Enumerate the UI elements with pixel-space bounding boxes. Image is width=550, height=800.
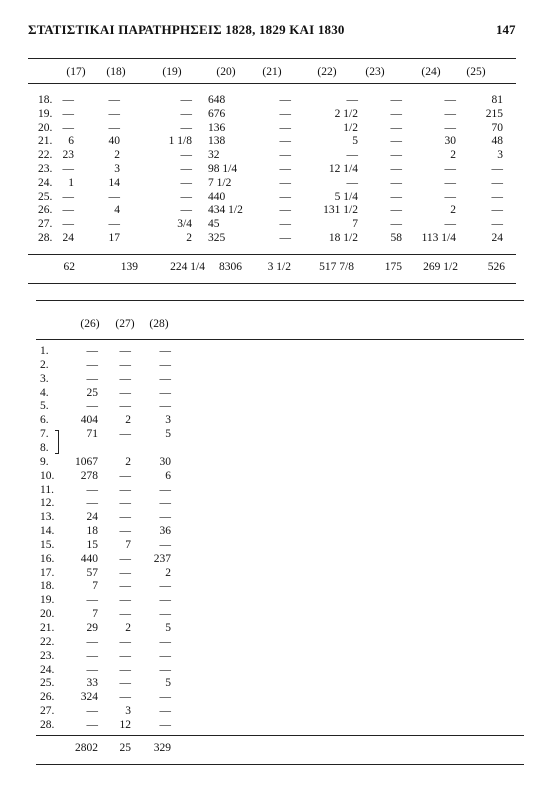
table-cell: — — [279, 94, 291, 106]
table-cell: — — [491, 204, 503, 217]
table-cell: 1 — [68, 176, 74, 189]
row-label: 21. — [38, 135, 53, 148]
row-label: 28. — [38, 232, 53, 244]
table-cell: 81 — [491, 94, 503, 106]
table-cell: 29 — [86, 622, 98, 634]
total-cell: 2802 — [75, 742, 98, 754]
table-cell: — — [86, 372, 98, 385]
table-cell: — — [390, 218, 402, 231]
table-cell: — — [159, 635, 171, 648]
column-header: (17) — [66, 66, 86, 78]
table-cell: 25 — [86, 386, 98, 399]
row-label: 18. — [38, 94, 53, 106]
table-cell: — — [119, 594, 131, 607]
table-cell: — — [159, 358, 171, 371]
table-cell: 58 — [390, 232, 402, 244]
total-cell: 139 — [120, 261, 138, 273]
row-label: 12. — [40, 497, 55, 510]
total-cell: 3 1/2 — [267, 261, 291, 273]
table-cell: — — [159, 538, 171, 551]
table-cell: 5 — [165, 677, 171, 690]
table-cell: 24 — [491, 232, 503, 244]
table-cell: — — [491, 176, 503, 189]
table-cell: — — [279, 176, 291, 189]
total-cell: 8306 — [219, 261, 242, 273]
table-cell: — — [119, 580, 131, 593]
table-cell: — — [119, 358, 131, 371]
row-label: 4. — [40, 386, 49, 399]
table-cell: — — [159, 691, 171, 704]
table-cell: — — [390, 190, 402, 203]
row-label: 15. — [40, 538, 55, 551]
table-cell: 7 — [92, 580, 98, 593]
row-label: 10. — [40, 469, 55, 482]
table-cell: — — [180, 163, 192, 175]
table-cell: — — [62, 94, 74, 106]
page-title: ΣΤΑΤΙΣΤΙΚΑΙ ΠΑΡΑΤΗΡΗΣΕΙΣ 1828, 1829 ΚΑΙ 1830 — [28, 22, 345, 37]
table-cell: 24 — [62, 232, 74, 244]
column-header: (26) — [80, 318, 100, 330]
table-cell: 5 — [165, 622, 171, 634]
table-cell: 324 — [80, 691, 98, 704]
table-bottom-rule — [28, 283, 516, 284]
table-cell: — — [119, 469, 131, 482]
table-cell: — — [108, 190, 120, 203]
row-label: 25. — [38, 190, 53, 203]
table-cell: — — [119, 511, 131, 524]
table-cell: 6 — [68, 135, 74, 148]
table-cell: 440 — [208, 190, 226, 203]
table-cell: 3 — [125, 705, 131, 718]
table-cell: — — [159, 497, 171, 510]
table-cell: — — [390, 94, 402, 106]
table-cell: 1067 — [75, 455, 98, 468]
table-cell: — — [159, 372, 171, 385]
table-cell: — — [119, 400, 131, 413]
table-cell: 136 — [208, 121, 226, 134]
total-cell: 269 1/2 — [423, 261, 458, 273]
table-cell: — — [279, 121, 291, 134]
table-cell: 440 — [80, 552, 98, 565]
table-cell: — — [390, 204, 402, 217]
table-cell: — — [86, 483, 98, 496]
table-cell: — — [180, 94, 192, 106]
row-label: 18. — [40, 580, 55, 593]
row-label: 26. — [40, 691, 55, 704]
table-cell: — — [159, 649, 171, 662]
header-rule — [36, 339, 524, 340]
table-cell: 40 — [108, 135, 120, 148]
table-cell: — — [180, 190, 192, 203]
table-cell: — — [62, 190, 74, 203]
table-cell: 32 — [208, 149, 220, 162]
table-cell: — — [86, 649, 98, 662]
page-number: 147 — [496, 22, 516, 37]
table-cell: 15 — [86, 538, 98, 551]
table-cell: — — [108, 94, 120, 106]
table-cell: 434 1/2 — [208, 204, 243, 217]
row-label: 8. — [40, 441, 49, 454]
table-cell: — — [390, 149, 402, 162]
table-cell: 2 — [114, 149, 120, 162]
total-cell: 62 — [63, 261, 75, 273]
table-cell: — — [159, 386, 171, 399]
table-cell: 2 — [165, 566, 171, 579]
table-cell: — — [119, 345, 131, 357]
table-cell: — — [159, 580, 171, 593]
table-cell: — — [346, 149, 358, 162]
table-cell: 2 — [186, 232, 192, 244]
column-header: (18) — [106, 66, 126, 78]
table-cell: 17 — [108, 232, 120, 244]
table-cell: — — [279, 190, 291, 203]
table-cell: 12 1/4 — [328, 163, 358, 175]
table-cell: — — [159, 483, 171, 496]
table-cell: — — [444, 94, 456, 106]
row-label: 3. — [40, 372, 49, 385]
row-label: 11. — [40, 483, 54, 496]
table-cell: — — [86, 594, 98, 607]
table-cell: — — [491, 218, 503, 231]
table-cell: — — [444, 121, 456, 134]
table-cell: 7 — [92, 608, 98, 621]
table-cell: — — [86, 663, 98, 676]
total-cell: 526 — [487, 261, 505, 273]
table-cell: 3 — [114, 163, 120, 175]
table-cell: — — [491, 163, 503, 175]
table-cell: 7 1/2 — [208, 176, 232, 189]
table-cell: — — [108, 218, 120, 231]
row-bracket — [55, 430, 59, 454]
total-cell: 329 — [153, 742, 171, 754]
total-cell: 25 — [119, 742, 131, 754]
table-cell: 12 — [119, 718, 131, 731]
table-cell: 30 — [444, 135, 456, 148]
table-cell: 4 — [114, 204, 120, 217]
table-cell: 325 — [208, 232, 226, 244]
table-cell: 45 — [208, 218, 220, 231]
table-cell: — — [444, 190, 456, 203]
column-header: (21) — [262, 66, 282, 78]
column-header: (22) — [317, 66, 337, 78]
table-cell: 24 — [86, 511, 98, 524]
table-cell: — — [62, 163, 74, 175]
row-label: 26. — [38, 204, 53, 217]
table-cell: — — [180, 204, 192, 217]
table-cell: — — [159, 345, 171, 357]
table-cell: 6 — [165, 469, 171, 482]
table-cell: 70 — [491, 121, 503, 134]
table-cell: 33 — [86, 677, 98, 690]
table-cell: 3 — [165, 414, 171, 427]
row-label: 24. — [40, 663, 55, 676]
row-label: 21. — [40, 622, 55, 634]
table-cell: 2 — [125, 414, 131, 427]
table-cell: — — [279, 149, 291, 162]
table-cell: 18 — [86, 525, 98, 538]
table-cell: — — [86, 358, 98, 371]
table-cell: — — [119, 649, 131, 662]
table-cell: — — [86, 345, 98, 357]
table-cell: 131 1/2 — [323, 204, 358, 217]
table-cell: — — [390, 135, 402, 148]
table-cell: 5 1/4 — [334, 190, 358, 203]
totals-rule — [28, 254, 516, 255]
row-label: 16. — [40, 552, 55, 565]
table-cell: 18 1/2 — [328, 232, 358, 244]
table-cell: 30 — [159, 455, 171, 468]
row-label: 17. — [40, 566, 55, 579]
table-cell: — — [390, 176, 402, 189]
table-cell: — — [444, 163, 456, 175]
total-cell: 224 1/4 — [170, 261, 205, 273]
table-cell: 7 — [125, 538, 131, 551]
table-cell: — — [159, 400, 171, 413]
column-header: (27) — [115, 318, 135, 330]
table-cell: 5 — [352, 135, 358, 148]
table-cell: — — [279, 107, 291, 120]
table-cell: — — [159, 705, 171, 718]
row-label: 13. — [40, 511, 55, 524]
table-cell: 2 — [450, 204, 456, 217]
table-cell: — — [119, 677, 131, 690]
row-label: 28. — [40, 718, 55, 731]
table-cell: 404 — [80, 414, 98, 427]
row-label: 6. — [40, 414, 49, 427]
row-label: 5. — [40, 400, 49, 413]
column-header: (20) — [216, 66, 236, 78]
row-label: 9. — [40, 455, 49, 468]
table-cell: — — [62, 107, 74, 120]
row-label: 20. — [40, 608, 55, 621]
table-top-rule — [36, 300, 524, 301]
table-cell: 23 — [62, 149, 74, 162]
total-cell: 517 7/8 — [319, 261, 354, 273]
table-bottom-rule — [36, 764, 524, 765]
table-cell: — — [159, 718, 171, 731]
table-cell: 237 — [153, 552, 171, 565]
table-cell: — — [159, 511, 171, 524]
table-cell: — — [180, 107, 192, 120]
table-cell: — — [119, 663, 131, 676]
table-cell: — — [390, 121, 402, 134]
row-label: 25. — [40, 677, 55, 690]
table-cell: — — [180, 121, 192, 134]
table-cell: — — [159, 608, 171, 621]
table-cell: 648 — [208, 94, 226, 106]
table-top-rule — [28, 58, 516, 59]
table-cell: 98 1/4 — [208, 163, 238, 175]
table-cell: 14 — [108, 176, 120, 189]
table-cell: — — [86, 635, 98, 648]
table-cell: — — [346, 94, 358, 106]
table-cell: 3 — [497, 149, 503, 162]
table-cell: — — [444, 218, 456, 231]
table-cell: — — [119, 608, 131, 621]
table-cell: — — [279, 163, 291, 175]
row-label: 19. — [38, 107, 53, 120]
table-cell: 278 — [80, 469, 98, 482]
table-cell: 48 — [491, 135, 503, 148]
table-cell: — — [62, 218, 74, 231]
table-cell: 57 — [86, 566, 98, 579]
table-cell: — — [279, 204, 291, 217]
column-header: (19) — [162, 66, 182, 78]
table-cell: — — [119, 691, 131, 704]
row-label: 27. — [40, 705, 55, 718]
table-cell: — — [119, 635, 131, 648]
table-cell: — — [180, 149, 192, 162]
table-cell: — — [119, 386, 131, 399]
row-label: 22. — [40, 635, 55, 648]
table-cell: — — [119, 372, 131, 385]
table-cell: — — [108, 107, 120, 120]
table-cell: — — [346, 176, 358, 189]
row-label: 24. — [38, 176, 53, 189]
table-cell: — — [279, 232, 291, 244]
table-cell: 1/2 — [343, 121, 358, 134]
column-header: (28) — [149, 318, 169, 330]
table-cell: 1 1/8 — [168, 135, 192, 148]
table-cell: 138 — [208, 135, 226, 148]
header-rule — [28, 83, 516, 84]
table-cell: 215 — [485, 107, 503, 120]
table-cell: — — [86, 705, 98, 718]
table-cell: — — [444, 107, 456, 120]
table-cell: 113 1/4 — [421, 232, 456, 244]
table-cell: — — [444, 176, 456, 189]
table-cell: — — [390, 107, 402, 120]
table-cell: — — [119, 497, 131, 510]
totals-rule — [36, 735, 524, 736]
table-cell: 2 — [125, 622, 131, 634]
table-cell: — — [390, 163, 402, 175]
table-cell: — — [119, 525, 131, 538]
table-cell: — — [119, 566, 131, 579]
column-header: (23) — [365, 66, 385, 78]
table-cell: — — [159, 594, 171, 607]
table-cell: — — [119, 552, 131, 565]
table-cell: — — [86, 718, 98, 731]
table-cell: 2 — [125, 455, 131, 468]
table-cell: — — [159, 663, 171, 676]
table-cell: 2 — [450, 149, 456, 162]
table-cell: 36 — [159, 525, 171, 538]
table-cell: — — [62, 121, 74, 134]
table-cell: 5 — [165, 428, 171, 441]
row-label: 19. — [40, 594, 55, 607]
table-cell: — — [491, 190, 503, 203]
table-cell: — — [180, 176, 192, 189]
row-label: 23. — [40, 649, 55, 662]
row-label: 14. — [40, 525, 55, 538]
table-cell: — — [62, 204, 74, 217]
row-label: 22. — [38, 149, 53, 162]
total-cell: 175 — [384, 261, 402, 273]
row-label: 27. — [38, 218, 53, 231]
table-cell: — — [119, 428, 131, 441]
column-header: (25) — [466, 66, 486, 78]
table-cell: — — [279, 218, 291, 231]
table-cell: — — [86, 497, 98, 510]
row-label: 20. — [38, 121, 53, 134]
table-cell: 676 — [208, 107, 226, 120]
row-label: 23. — [38, 163, 53, 175]
column-header: (24) — [421, 66, 441, 78]
table-cell: — — [108, 121, 120, 134]
table-cell: 7 — [352, 218, 358, 231]
row-label: 1. — [40, 345, 49, 357]
table-cell: 3/4 — [177, 218, 192, 231]
row-label: 2. — [40, 358, 49, 371]
table-cell: 2 1/2 — [334, 107, 358, 120]
table-cell: — — [86, 400, 98, 413]
table-cell: 71 — [86, 428, 98, 441]
table-cell: — — [119, 483, 131, 496]
table-cell: — — [279, 135, 291, 148]
row-label: 7. — [40, 428, 49, 441]
